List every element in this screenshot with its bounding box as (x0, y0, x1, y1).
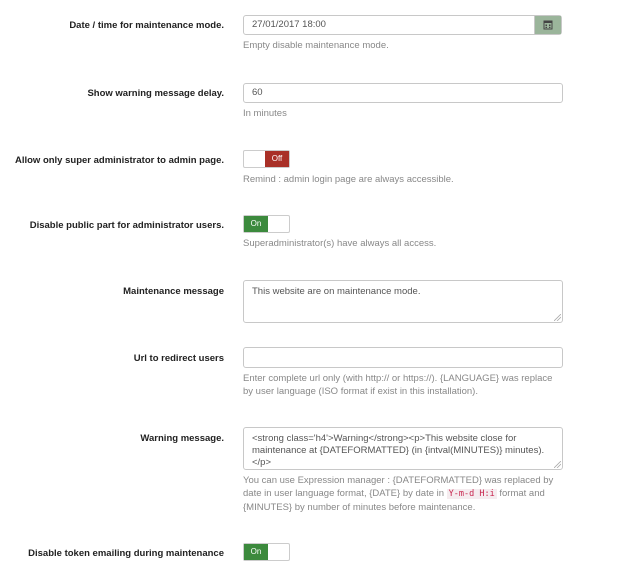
datetime-help: Empty disable maintenance mode. (243, 40, 389, 51)
warning-help-after: format and {MINUTES} by number of minutes before maintenance. (243, 488, 545, 513)
disable-token-email-label: Disable token emailing during maintenance (28, 548, 224, 559)
warning-message-label: Warning message. (140, 433, 224, 444)
disable-token-email-toggle[interactable] (243, 543, 290, 561)
warning-message-help (243, 474, 563, 514)
redirect-url-label: Url to redirect users (133, 353, 224, 364)
datetime-input[interactable] (243, 15, 562, 35)
toggle-state-on: On (244, 216, 268, 232)
resize-grip-icon[interactable] (554, 314, 561, 321)
toggle-state-off: Off (265, 151, 289, 167)
delay-value: 60 (252, 87, 263, 98)
superadmin-only-label: Allow only super administrator to admin page. (14, 155, 224, 166)
superadmin-only-toggle[interactable] (243, 150, 290, 168)
calendar-button[interactable] (534, 16, 561, 34)
date-format-code: Y-m-d H:i (448, 489, 495, 499)
redirect-url-input[interactable] (243, 347, 563, 368)
maintenance-message-value: This website are on maintenance mode. (252, 286, 421, 297)
delay-label: Show warning message delay. (87, 88, 224, 99)
disable-public-help: Superadministrator(s) have always all access. (243, 238, 437, 249)
warning-help-before: You can use Expression manager : {DATEFORMATTED} was replaced by date in user language format, {DATE} by date in (243, 475, 554, 499)
disable-public-label: Disable public part for administrator users. (29, 220, 224, 231)
delay-input[interactable] (243, 83, 563, 103)
superadmin-only-help: Remind : admin login page are always accessible. (243, 174, 454, 185)
toggle-state-on: On (244, 544, 268, 560)
datetime-label: Date / time for maintenance mode. (69, 20, 224, 31)
disable-public-toggle[interactable] (243, 215, 290, 233)
calendar-icon (535, 16, 561, 34)
maintenance-message-textarea[interactable] (243, 280, 563, 323)
redirect-url-help: Enter complete url only (with http:// or https://). {LANGUAGE} was replace by user language (ISO format if exist in this installation). (243, 373, 553, 397)
maintenance-message-label: Maintenance message (123, 286, 224, 297)
warning-message-textarea[interactable] (243, 427, 563, 470)
delay-help: In minutes (243, 108, 287, 119)
warning-message-value: <strong class='h4'>Warning</strong><p>This website close for maintenance at {DATEFORMATTED} (in {intval(MINUTES)} minutes).</p> (252, 433, 545, 468)
datetime-value: 27/01/2017 18:00 (252, 19, 326, 30)
resize-grip-icon[interactable] (554, 461, 561, 468)
